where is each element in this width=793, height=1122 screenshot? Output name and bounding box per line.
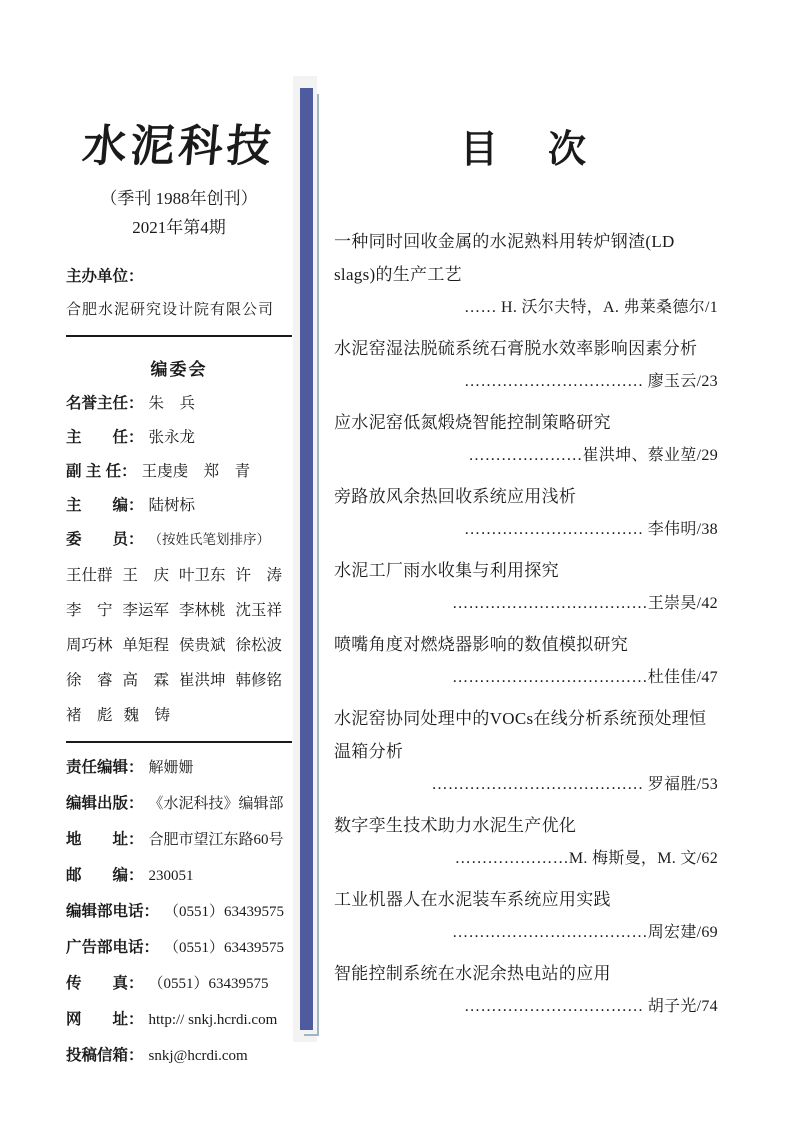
info-row-website (66, 1009, 292, 1031)
journal-subtitle-quarterly: （季刊 1988年创刊） (100, 189, 258, 208)
article-title: 数字孪生技术助力水泥生产优化 (334, 816, 577, 835)
info-row-postcode (66, 865, 292, 887)
info-label: 网 址： (66, 1011, 144, 1028)
member-name: 徐松波 (235, 637, 283, 654)
info-value: 《水泥科技》编辑部 (148, 796, 284, 812)
role-label: 主 编： (66, 497, 144, 514)
member-name: 徐 睿 (66, 672, 113, 689)
member-name: 崔洪坤 (179, 672, 226, 689)
member-name: 魏 铸 (123, 707, 171, 724)
board-role-deputy-director (66, 461, 292, 482)
member-name: 高 霖 (122, 672, 170, 689)
article-title: 应水泥窑低氮煅烧智能控制策略研究 (334, 413, 611, 432)
member-row (66, 563, 292, 585)
divider-shadow-vertical (317, 94, 319, 1036)
member-name: 侯贵斌 (179, 637, 226, 654)
article-title: 旁路放风余热回收系统应用浅析 (334, 487, 577, 506)
info-row-responsible-editor (66, 757, 292, 779)
info-label: 广告部电话： (66, 939, 160, 956)
info-row-fax (66, 973, 292, 995)
journal-issue-number: 2021年第4期 (132, 218, 226, 237)
article-authors-page: …………………M. 梅斯曼，M. 文/62 (454, 850, 718, 867)
info-row-editorial-phone (66, 901, 292, 923)
submission-email: snkj@hcrdi.com (148, 1048, 248, 1064)
toc-entry (334, 883, 718, 949)
board-role-chief-editor (66, 495, 292, 516)
article-authors-page: …………………………… 胡子光/74 (464, 998, 718, 1015)
article-authors-page: …… H. 沃尔夫特，A. 弗莱桑德尔/1 (464, 299, 718, 316)
organizer-name: 合肥水泥研究设计院有限公司 (66, 302, 275, 318)
toc-entry (334, 628, 718, 694)
masthead-column (66, 110, 292, 1067)
info-row-submission-email (66, 1045, 292, 1067)
member-name: 王仕群 (66, 567, 113, 584)
role-label: 委 员： (66, 531, 144, 548)
member-name: 周巧林 (66, 637, 113, 654)
info-value: （0551）63439575 (148, 976, 269, 992)
info-row-address (66, 829, 292, 851)
toc-entry (334, 702, 718, 801)
role-value: （按姓氏笔划排序） (148, 532, 271, 547)
vertical-divider-bar (300, 88, 313, 1030)
toc-entry (334, 480, 718, 546)
info-label: 编辑出版： (66, 795, 144, 812)
member-name: 单矩程 (122, 637, 170, 654)
member-row (66, 668, 292, 690)
info-value: （0551）63439575 (164, 904, 285, 920)
toc-entry (334, 809, 718, 875)
article-authors-page: …………………………… 廖玉云/23 (464, 373, 718, 390)
horizontal-rule-top (66, 335, 292, 337)
member-name: 许 涛 (235, 567, 283, 584)
publication-info (66, 757, 292, 1067)
toc-entry (334, 225, 718, 324)
info-row-publisher (66, 793, 292, 815)
article-authors-page: ………………………………杜佳佳/47 (452, 669, 718, 686)
article-title: 水泥窑湿法脱硫系统石膏脱水效率影响因素分析 (334, 339, 698, 358)
member-name: 沈玉祥 (235, 602, 283, 619)
member-name: 王 庆 (122, 567, 170, 584)
board-role-members (66, 529, 292, 550)
article-title: 水泥工厂雨水收集与利用探究 (334, 561, 559, 580)
member-row (66, 598, 292, 620)
board-role-honorary-director (66, 393, 292, 414)
article-title: 工业机器人在水泥装车系统应用实践 (334, 890, 611, 909)
role-value: 王虔虔 郑 青 (141, 463, 251, 480)
toc-entry (334, 957, 718, 1023)
article-authors-page: …………………………… 李伟明/38 (464, 521, 718, 538)
toc-entry (334, 554, 718, 620)
editorial-board-heading: 编委会 (150, 360, 208, 379)
info-value: 合肥市望江东路60号 (148, 832, 284, 848)
member-row (66, 633, 292, 655)
article-authors-page: ………………………………王崇昊/42 (452, 595, 718, 612)
article-title: 喷嘴角度对燃烧器影响的数值模拟研究 (334, 635, 629, 654)
contents-heading: 目 次 (459, 126, 592, 171)
journal-title: 水泥科技 (80, 121, 277, 172)
role-label: 名誉主任： (66, 395, 144, 412)
website-url: http:// snkj.hcrdi.com (148, 1012, 278, 1028)
role-value: 陆树标 (148, 497, 196, 514)
info-label: 编辑部电话： (66, 903, 160, 920)
role-label: 主 任： (66, 429, 144, 446)
member-name: 李运军 (122, 602, 170, 619)
article-authors-page: ………………………………… 罗福胜/53 (431, 776, 718, 793)
toc-entry (334, 406, 718, 472)
organizer-label: 主办单位： (66, 268, 144, 285)
member-name: 褚 彪 (66, 707, 113, 724)
info-row-ad-phone (66, 937, 292, 959)
role-value: 张永龙 (148, 429, 196, 446)
info-label: 邮 编： (66, 867, 144, 884)
article-title: 水泥窑协同处理中的VOCs在线分析系统预处理恒温箱分析 (334, 709, 707, 761)
article-title: 一种同时回收金属的水泥熟料用转炉钢渣(LD slags)的生产工艺 (334, 232, 675, 284)
horizontal-rule-bottom (66, 741, 292, 743)
board-members-grid (66, 563, 292, 725)
member-row (66, 703, 292, 725)
role-label: 副 主 任： (66, 463, 137, 480)
member-name: 李林桃 (179, 602, 226, 619)
member-name: 李 宁 (66, 602, 113, 619)
info-value: （0551）63439575 (164, 940, 285, 956)
info-label: 地 址： (66, 831, 144, 848)
contents-column (334, 118, 718, 1031)
info-label: 传 真： (66, 975, 144, 992)
info-label: 投稿信箱： (66, 1047, 144, 1064)
article-title: 智能控制系统在水泥余热电站的应用 (334, 964, 611, 983)
article-authors-page: …………………崔洪坤、蔡业堃/29 (468, 447, 718, 464)
divider-shadow-horizontal (304, 1034, 319, 1036)
article-authors-page: ………………………………周宏建/69 (452, 924, 718, 941)
board-role-director (66, 427, 292, 448)
member-name: 韩修铭 (235, 672, 283, 689)
role-value: 朱 兵 (148, 395, 196, 412)
member-name: 叶卫东 (179, 567, 226, 584)
toc-entry (334, 332, 718, 398)
info-value: 230051 (148, 868, 194, 884)
info-label: 责任编辑： (66, 759, 144, 776)
info-value: 解姗姗 (148, 760, 194, 776)
